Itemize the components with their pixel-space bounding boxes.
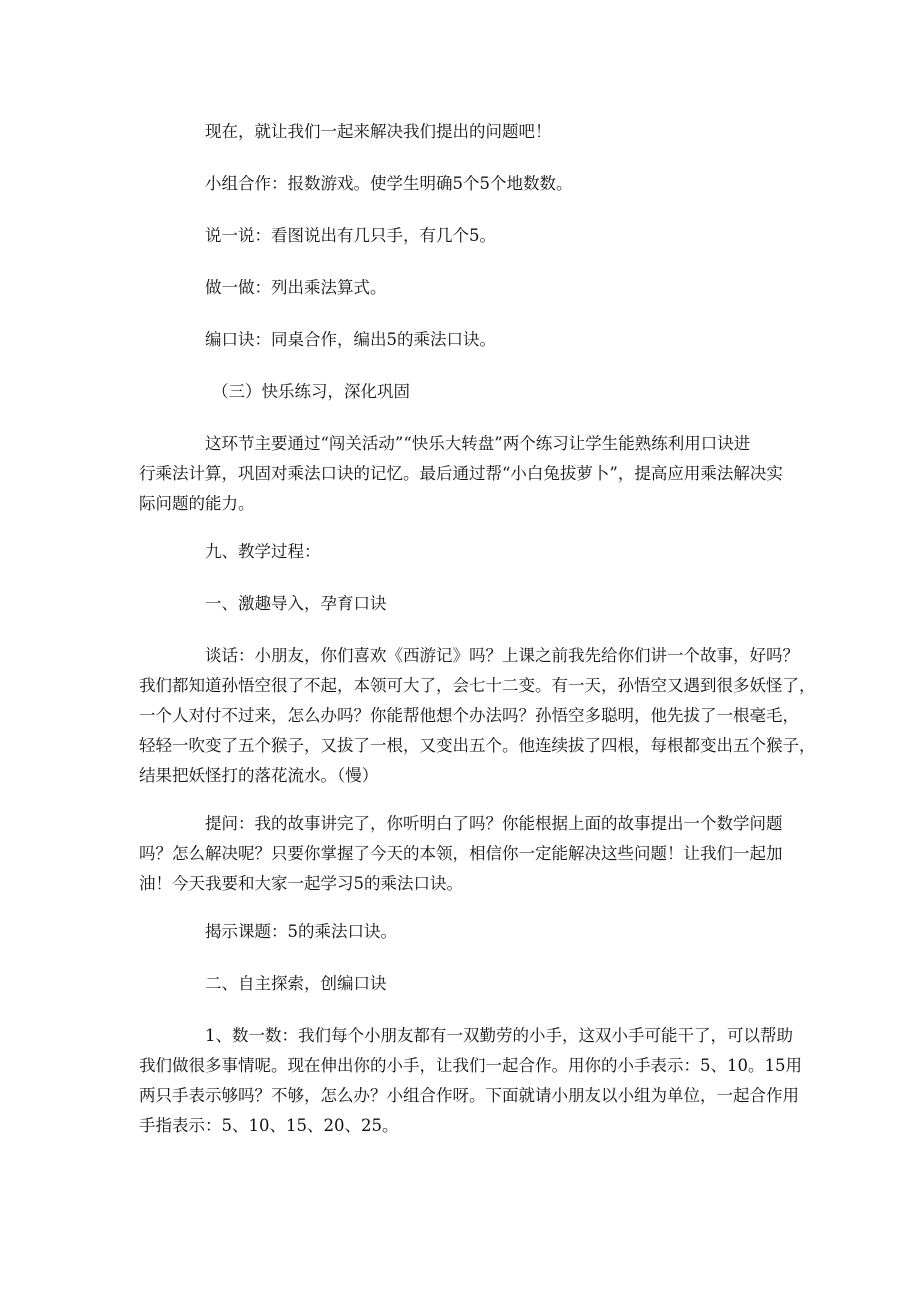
- text-line: 1、数一数：我们每个小朋友都有一双勤劳的小手，这双小手可能干了，可以帮助: [205, 1026, 793, 1045]
- paragraph-reveal-topic: 揭示课题：5的乘法口诀。: [205, 922, 397, 941]
- text-line: 这环节主要通过“闯关活动”“快乐大转盘”两个练习让学生能熟练利用口诀进: [205, 434, 751, 453]
- text-line: 轻轻一吹变了五个猴子，又拔了一根，又变出五个。他连续拔了四根，每根都变出五个猴子，: [139, 736, 816, 755]
- paragraph-story: [139, 641, 816, 791]
- paragraph-group-cooperation: 小组合作：报数游戏。使学生明确5个5个地数数。: [205, 174, 573, 193]
- paragraph-count-hands: [139, 1021, 802, 1141]
- text-line: 我们都知道孙悟空很了不起，本领可大了，会七十二变。有一天，孙悟空又遇到很多妖怪了，: [139, 676, 816, 695]
- paragraph-say-it: 说一说：看图说出有几只手，有几个5。: [205, 226, 496, 245]
- text-line: 际问题的能力。: [139, 494, 255, 513]
- paragraph-question: [139, 809, 799, 899]
- paragraph-practice-description: [139, 429, 799, 519]
- text-line: 手指表示：5、10、15、20、25。: [139, 1116, 399, 1135]
- text-line: 结果把妖怪打的落花流水。（慢）: [139, 766, 379, 785]
- section-heading-practice: （三）快乐练习，深化巩固: [212, 382, 410, 401]
- text-line: 吗？怎么解决呢？只要你掌握了今天的本领，相信你一定能解决这些问题！让我们一起加: [139, 844, 783, 863]
- section-heading-teaching-process: 九、教学过程：: [205, 542, 321, 561]
- text-line: 谈话：小朋友，你们喜欢《西游记》吗？上课之前我先给你们讲一个故事，好吗？: [205, 646, 799, 665]
- text-line: 提问：我的故事讲完了，你听明白了吗？你能根据上面的故事提出一个数学问题: [205, 814, 783, 833]
- paragraph-solve-problem: 现在，就让我们一起来解决我们提出的问题吧！: [205, 122, 552, 141]
- text-line: 一个人对付不过来，怎么办吗？你能帮他想个办法吗？孙悟空多聪明，他先拔了一根毫毛，: [139, 706, 799, 725]
- section-heading-introduction: 一、激趣导入，孕育口诀: [205, 594, 387, 613]
- paragraph-do-it: 做一做：列出乘法算式。: [205, 278, 387, 297]
- text-line: 两只手表示够吗？不够，怎么办？小组合作呀。下面就请小朋友以小组为单位，一起合作用: [139, 1086, 799, 1105]
- text-line: 油！今天我要和大家一起学习5的乘法口诀。: [139, 874, 463, 893]
- text-line: 我们做很多事情呢。现在伸出你的小手，让我们一起合作。用你的小手表示：5、10。15用: [139, 1056, 802, 1075]
- section-heading-explore: 二、自主探索，创编口诀: [205, 974, 387, 993]
- paragraph-compose-rhyme: 编口诀：同桌合作，编出5的乘法口诀。: [205, 330, 496, 349]
- text-line: 行乘法计算，巩固对乘法口诀的记忆。最后通过帮“小白兔拔萝卜”，提高应用乘法解决实: [139, 464, 783, 483]
